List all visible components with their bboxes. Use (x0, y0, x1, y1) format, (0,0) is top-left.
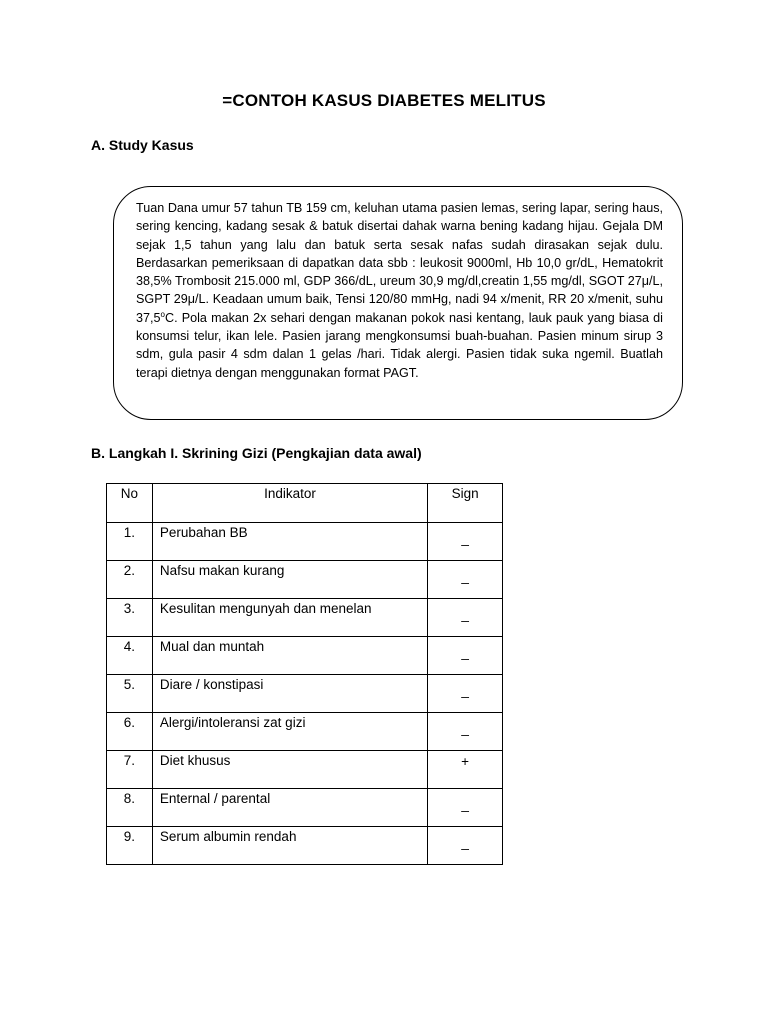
row-sign: _ (428, 827, 503, 865)
header-indikator: Indikator (152, 484, 427, 523)
row-indicator: Nafsu makan kurang (152, 561, 427, 599)
row-indicator: Enternal / parental (152, 789, 427, 827)
table-row (107, 827, 503, 865)
row-no: 4. (107, 637, 153, 675)
section-a-heading: A. Study Kasus (91, 137, 194, 153)
row-indicator: Diare / konstipasi (152, 675, 427, 713)
screening-table (106, 483, 503, 865)
row-no: 1. (107, 523, 153, 561)
table-row (107, 599, 503, 637)
degree-superscript: o (160, 309, 165, 319)
row-indicator: Mual dan muntah (152, 637, 427, 675)
header-no: No (107, 484, 153, 523)
table-header-row (107, 484, 503, 523)
row-indicator: Alergi/intoleransi zat gizi (152, 713, 427, 751)
section-b-heading: B. Langkah I. Skrining Gizi (Pengkajian data awal) (91, 445, 422, 461)
row-no: 7. (107, 751, 153, 789)
row-no: 9. (107, 827, 153, 865)
row-no: 6. (107, 713, 153, 751)
table-row (107, 789, 503, 827)
row-sign: _ (428, 789, 503, 827)
case-text-part-2: C. Pola makan 2x sehari dengan makanan pokok nasi kentang, lauk pauk yang biasa di konsumsi telur, ikan lele. Pasien jarang mengkonsumsi buah-buahan. Pasien minum sirup 3 sdm, gula pasir 4 sdm dalan 1 gelas /hari. Tidak alergi. Pasien tidak suka ngemil. Buatlah terapi dietnya dengan menggunakan format PAGT. (136, 310, 663, 380)
case-text-part-1: Tuan Dana umur 57 tahun TB 159 cm, keluhan utama pasien lemas, sering lapar, sering haus, sering kencing, kadang sesak & batuk disertai dahak warna bening kadang hijau. Gejala DM sejak 1,5 tahun yang lalu dan batuk serta sesak nafas sudah dirasakan sejak dulu. Berdasarkan pemeriksaan di dapatkan data sbb : leukosit 9000ml, Hb 10,0 gr/dL, Hematokrit 38,5% Trombosit 215.000 ml, GDP 366/dL, ureum 30,9 mg/dl,creatin 1,55 mg/dl, SGOT 27μ/L, SGPT 29μ/L. Keadaan umum baik, Tensi 120/80 mmHg, nadi 94 x/menit, RR 20 x/menit, suhu 37,5 (136, 201, 663, 325)
table-row (107, 523, 503, 561)
row-indicator: Kesulitan mengunyah dan menelan (152, 599, 427, 637)
row-sign: + (428, 751, 503, 789)
table-row (107, 637, 503, 675)
row-sign: _ (428, 637, 503, 675)
row-indicator: Serum albumin rendah (152, 827, 427, 865)
row-sign: _ (428, 599, 503, 637)
row-sign: _ (428, 561, 503, 599)
table-row (107, 751, 503, 789)
row-no: 5. (107, 675, 153, 713)
row-no: 3. (107, 599, 153, 637)
row-sign: _ (428, 523, 503, 561)
table-row (107, 713, 503, 751)
row-no: 2. (107, 561, 153, 599)
page-title: =CONTOH KASUS DIABETES MELITUS (222, 91, 546, 110)
case-text (136, 199, 663, 382)
table-row (107, 675, 503, 713)
row-sign: _ (428, 675, 503, 713)
row-indicator: Diet khusus (152, 751, 427, 789)
header-sign: Sign (428, 484, 503, 523)
row-indicator: Perubahan BB (152, 523, 427, 561)
row-sign: _ (428, 713, 503, 751)
table-row (107, 561, 503, 599)
row-no: 8. (107, 789, 153, 827)
